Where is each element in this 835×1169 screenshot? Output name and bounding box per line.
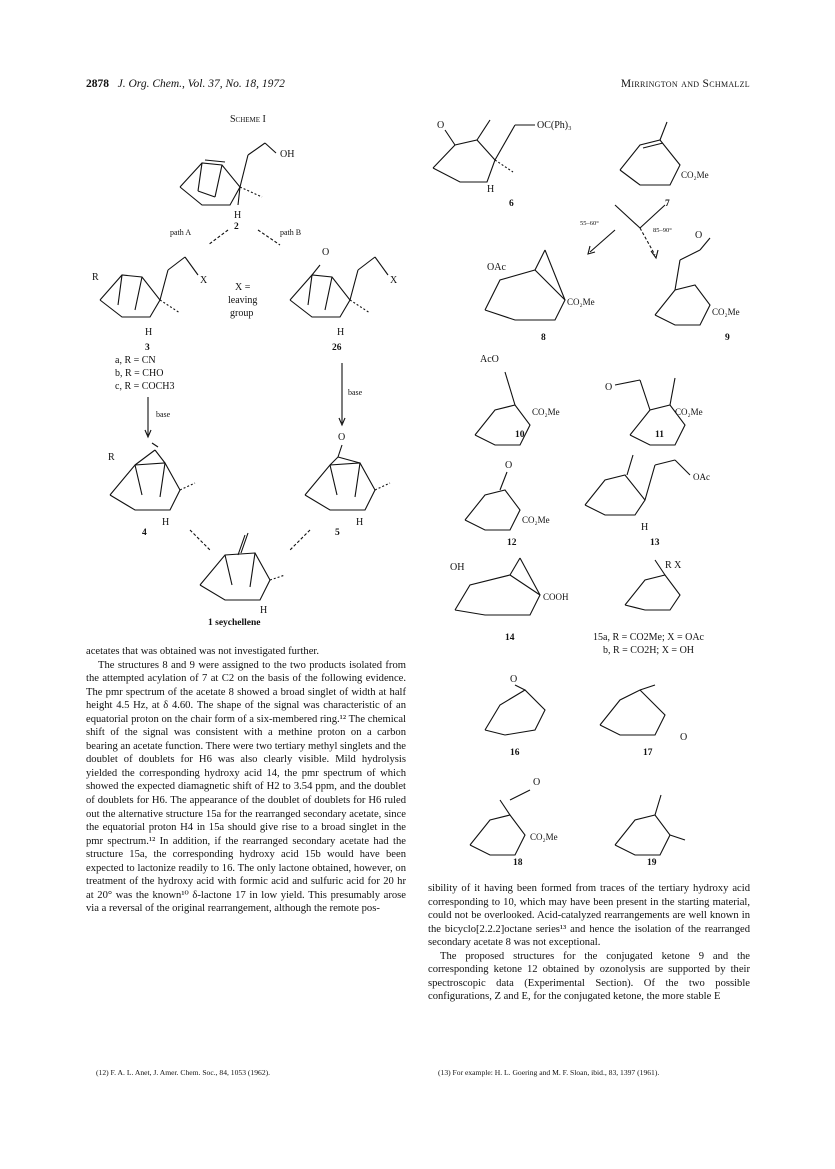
substituent-b: b, R = CHO [115, 368, 164, 379]
svg-text:O: O [680, 732, 688, 743]
svg-text:CO₂Me: CO₂Me [530, 832, 558, 842]
footnote-12: (12) F. A. L. Anet, J. Amer. Chem. Soc., 84, 1053 (1962). [96, 1068, 271, 1077]
structure-3 [92, 257, 208, 353]
svg-text:R: R [92, 272, 99, 283]
svg-text:CO₂Me: CO₂Me [532, 407, 560, 417]
svg-text:O: O [510, 674, 518, 685]
svg-text:O: O [605, 382, 613, 393]
scheme-i-figure [80, 105, 425, 635]
svg-text:COOH: COOH [543, 592, 569, 602]
svg-text:14: 14 [505, 633, 515, 643]
page-header-left [86, 78, 285, 90]
svg-text:OAc: OAc [487, 262, 506, 273]
structure-26 [290, 247, 398, 353]
svg-text:3: 3 [145, 343, 150, 353]
svg-text:O: O [695, 230, 703, 241]
structure-15 [625, 560, 682, 610]
svg-text:H: H [145, 327, 153, 338]
seychellene-label: 1 seychellene [208, 618, 261, 628]
svg-text:26: 26 [332, 343, 342, 353]
svg-text:H: H [356, 517, 364, 528]
structure-19 [615, 795, 685, 868]
structure-2 [180, 143, 294, 232]
svg-text:12: 12 [507, 538, 517, 548]
structure-7 [620, 122, 709, 209]
svg-text:5: 5 [335, 528, 340, 538]
svg-text:19: 19 [647, 858, 657, 868]
svg-text:AcO: AcO [480, 354, 499, 365]
right-column-text [428, 882, 750, 1004]
structure-14 [450, 558, 569, 643]
structure-9 [655, 230, 740, 343]
page-number: 2878 [86, 78, 109, 90]
svg-text:13: 13 [650, 538, 660, 548]
svg-text:O: O [437, 120, 445, 131]
svg-text:H: H [337, 327, 345, 338]
path-b-label: path B [280, 228, 302, 237]
svg-text:R: R [108, 452, 115, 463]
svg-text:O: O [533, 777, 541, 788]
structure-12 [465, 460, 550, 548]
svg-text:2: 2 [234, 222, 239, 232]
svg-text:18: 18 [513, 858, 523, 868]
page-header-authors: Mirrington and Schmalzl [620, 78, 750, 90]
substituent-c: c, R = COCH3 [115, 381, 175, 392]
temp-low: 55–60° [580, 220, 599, 227]
structure-8 [485, 250, 595, 343]
svg-text:CO₂Me: CO₂Me [712, 307, 740, 317]
path-a-label: path A [170, 228, 192, 237]
svg-text:6: 6 [509, 199, 514, 209]
svg-text:8: 8 [541, 333, 546, 343]
left-column-text [86, 645, 406, 916]
paragraph: The proposed structures for the conjugated ketone 9 and the corresponding ketone 12 obtained by ozonolysis are supported by their spectroscopic data (Experimental Section). Of the two possible configurations, Z and E, for the conjugated ketone, the more stable E [428, 950, 750, 1003]
svg-text:7: 7 [665, 199, 670, 209]
paragraph: acetates that was obtained was not investigated further. [86, 646, 319, 657]
footnote-13: (13) For example: H. L. Goering and M. F. Sloan, ibid., 83, 1397 (1961). [438, 1068, 660, 1077]
svg-text:H: H [234, 210, 242, 221]
compound-15b-label: b, R = CO2H; X = OH [603, 645, 695, 656]
svg-text:O: O [338, 432, 346, 443]
paragraph: sibility of it having been formed from traces of the tertiary hydroxy acid corresponding to 10, which may have been present in the starting material, could not be overlooked. Acid-catalyzed rearrangements are well known in the bicyclo[2.2.2]octane series¹³ and hence the isolation of the rearranged secondary acetate 8 was not exceptional. [428, 883, 750, 949]
structure-13 [585, 455, 710, 548]
temp-high: 85–90° [653, 227, 672, 234]
svg-text:9: 9 [725, 333, 730, 343]
svg-text:OH: OH [280, 149, 295, 160]
svg-text:CO₂Me: CO₂Me [681, 170, 709, 180]
svg-text:16: 16 [510, 748, 520, 758]
svg-text:CO₂Me: CO₂Me [567, 297, 595, 307]
base-label-right: base [348, 388, 363, 397]
structure-11 [605, 378, 703, 445]
svg-text:R X: R X [665, 560, 682, 571]
compound-15a-label: 15a, R = CO2Me; X = OAc [593, 632, 704, 643]
svg-text:H: H [260, 605, 268, 616]
svg-text:4: 4 [142, 528, 147, 538]
x-definition-2: leaving [228, 295, 258, 306]
structure-17 [600, 685, 687, 758]
scheme-title: Scheme I [230, 114, 266, 125]
journal-citation: J. Org. Chem., Vol. 37, No. 18, 1972 [117, 78, 285, 90]
svg-text:17: 17 [643, 748, 653, 758]
svg-text:O: O [505, 460, 513, 471]
svg-text:CO₂Me: CO₂Me [675, 407, 703, 417]
paragraph: The structures 8 and 9 were assigned to the two products isolated from the attempted acylation of 7 at C2 on the basis of the following evidence. The pmr spectrum of the acetate 8 showed a broad singlet of width at half height 4.5 Hz, at δ 4.60. The shape of the signal was characteristic of an equatorial proton on the chair form of a six-membered ring.¹² The chemical shift of the signal was consistent with a methine proton on a carbon bearing an acetate function. There were two tertiary methyl singlets and the doublet of doublets for H6 was also clearly visible. Mild hydrolysis yielded the corresponding hydroxy acid 14, the pmr spectrum of which showed the expected diamagnetic shift of H2 to 3.54 ppm, and the doublet of doublets for H6. The appearance of the doublet of doublets for H6 ruled out the alternative structure 15a for the rearranged secondary acetate, since the equatorial proton H4 in 15a should give rise to a broad singlet in the pmr spectrum.¹² In addition, if the rearranged secondary acetate had the structure 15a, the corresponding hydroxy acid 15b would have been expected to lactonize readily to 16. The only lactone obtained, however, on treatment of the hydroxy acid with formic acid and sulfuric acid for 20 hr at 20° was the known¹⁰ δ-lactone 17 in low yield. This presumably arose via a reversal of the original rearrangement, although the remote pos- [86, 659, 406, 915]
structure-16 [485, 674, 545, 758]
svg-text:O: O [322, 247, 330, 258]
structure-6 [433, 120, 572, 209]
svg-text:X: X [390, 275, 398, 286]
svg-text:H: H [487, 184, 495, 195]
structures-figure [425, 110, 770, 875]
svg-text:H: H [641, 522, 649, 533]
structure-5 [305, 432, 390, 538]
structure-18 [470, 777, 558, 868]
x-definition-1: X = [235, 282, 251, 293]
structure-10 [475, 354, 560, 445]
x-definition-3: group [230, 308, 254, 319]
svg-text:10: 10 [515, 430, 525, 440]
base-label-left: base [156, 410, 171, 419]
svg-text:CO₂Me: CO₂Me [522, 515, 550, 525]
svg-text:X: X [200, 275, 208, 286]
svg-text:OAc: OAc [693, 472, 710, 482]
svg-text:H: H [162, 517, 170, 528]
substituent-a: a, R = CN [115, 355, 156, 366]
svg-text:11: 11 [655, 430, 664, 440]
svg-text:OC(Ph)₃: OC(Ph)₃ [537, 120, 572, 131]
svg-text:OH: OH [450, 562, 465, 573]
structure-4 [108, 443, 195, 538]
structure-1-seychellene [200, 533, 285, 616]
